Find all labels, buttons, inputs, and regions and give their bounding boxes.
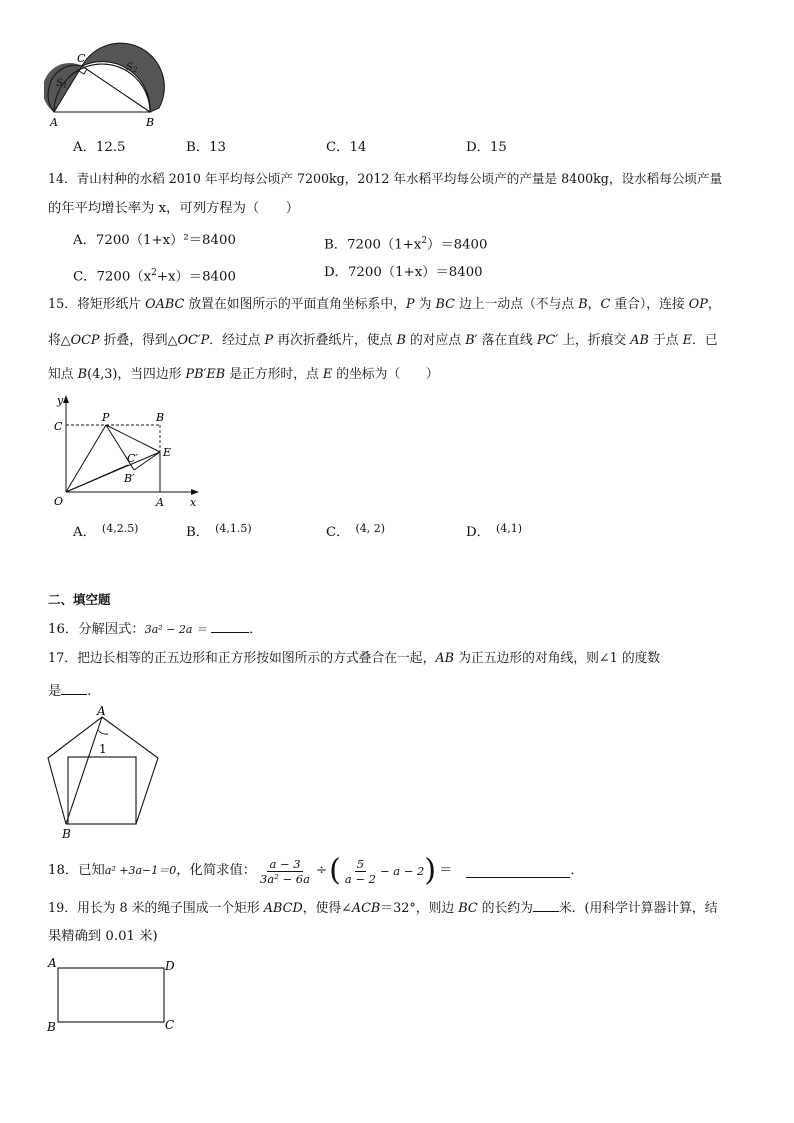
q15-option-a[interactable]: A． $^{(4,2.5)}$: [73, 522, 139, 540]
q17-line1: 17．把边长相等的正五边形和正方形按如图所示的方式叠合在一起，AB 为正五边形的对角线，则∠1 的度数: [48, 651, 661, 666]
q13-option-d[interactable]: D．15: [466, 140, 507, 155]
q15-label-b: B: [156, 411, 165, 424]
q15-line2: 将△OCP 折叠，得到△OC′P．经过点 P 再次折叠纸片，使点 B 的对应点 B′ 落在直线 PC′ 上，折痕交 AB 于点 E．已: [48, 333, 718, 348]
q15-label-c: C: [54, 420, 63, 433]
q13-label-c: C: [77, 52, 86, 65]
q15-label-e: E: [163, 446, 172, 459]
q17-label-b: B: [62, 827, 71, 841]
q19-line2: 果精确到 0.01 米): [48, 929, 158, 944]
q19-label-a: A: [48, 956, 57, 970]
q14-option-b[interactable]: B．$7200(1+x^2)=8400$: [324, 236, 488, 253]
q13-label-b: B: [146, 116, 155, 128]
q15-label-bp: B′: [124, 472, 135, 485]
q14-option-c[interactable]: C．$7200(x^2+x)=8400$: [73, 268, 236, 285]
q19-figure: [44, 954, 184, 1036]
q15-label-x: x: [190, 496, 197, 509]
q15-label-cp: C′: [127, 452, 138, 465]
q15-figure: [44, 392, 214, 516]
q15-label-p: P: [102, 411, 110, 424]
q15-line1: 15．将矩形纸片 OABC 放置在如图所示的平面直角坐标系中，P 为 BC 边上一动点（不与点 B，C 重合），连接 OP，: [48, 297, 721, 312]
section-fill-in-title: 二、填空题: [48, 592, 111, 607]
q13-label-a: A: [50, 116, 58, 128]
q19-answer-blank[interactable]: [533, 898, 559, 912]
q19-label-b: B: [47, 1020, 56, 1034]
q18-line: 18．已知 a² +3a−1＝0 ，化简求值： $\frac{a - 3}{\text{3a² − 6a}}$ ÷ ( $\frac{5}{a - 2}$ − a − 2 ) ＝ ．: [48, 853, 584, 888]
q17-square: [68, 757, 136, 824]
q13-option-c[interactable]: C．14: [326, 140, 367, 155]
q15-label-y: y: [57, 394, 64, 407]
q17-line2: 是 .: [48, 681, 92, 701]
q14-line1: 14．青山村种的水稻 2010 年平均每公顷产 7200kg，2012 年水稻平均每公顷产的产量是 8400kg，设水稻每公顷产量: [48, 171, 723, 186]
q15-option-d[interactable]: D． $^{(4,1)}$: [466, 522, 523, 540]
q17-label-a: A: [97, 704, 106, 718]
q19-label-c: C: [165, 1018, 175, 1032]
q19-line1: 19．用长为 8 米的绳子围成一个矩形 ABCD，使得∠ACB＝32°，则边 BC 的长约为 米．(用科学计算器计算，结: [48, 898, 718, 918]
q19-label-d: D: [165, 959, 175, 973]
q17-label-angle-1: 1: [99, 742, 107, 756]
q14-line2: 的年平均增长率为 x，可列方程为（ ）: [48, 201, 300, 216]
q18-fraction-1: $\frac{a - 3}{\text{3a² − 6a}}$: [260, 856, 310, 886]
q15-label-a: A: [156, 496, 164, 509]
q15-label-o: O: [54, 495, 64, 508]
q13-label-s2: $S_2$: [126, 62, 138, 74]
q14-option-d[interactable]: D．7200（1+x）＝8400: [324, 265, 483, 280]
q16-answer-blank[interactable]: [211, 619, 249, 633]
q17-diagonal-ab: [66, 717, 102, 824]
q15-line3: 知点 B(4,3)，当四边形 PB′EB 是正方形时，点 E 的坐标为（ ）: [48, 367, 439, 382]
q15-option-c[interactable]: C． $^{(4, 2)}$: [326, 522, 386, 540]
q18-answer-blank[interactable]: [466, 864, 570, 878]
q17-figure: [44, 704, 168, 842]
q17-answer-blank[interactable]: [61, 681, 87, 695]
q14-option-a[interactable]: A．7200（1+x）²＝8400: [73, 233, 236, 248]
q13-option-b[interactable]: B．13: [186, 140, 226, 155]
q17-pentagon: [48, 717, 158, 824]
q16-line: 16．分解因式：3a² − 2a ＝ ．: [48, 619, 262, 639]
q15-option-b[interactable]: B． $^{(4,1.5)}$: [186, 522, 252, 540]
q18-fraction-2: $\frac{5}{a - 2}$: [344, 856, 376, 886]
q13-label-s1: $S_1$: [56, 78, 68, 90]
q19-rectangle: [58, 968, 164, 1022]
q13-option-a[interactable]: A．12.5: [73, 140, 126, 155]
q13-figure: [44, 42, 174, 128]
